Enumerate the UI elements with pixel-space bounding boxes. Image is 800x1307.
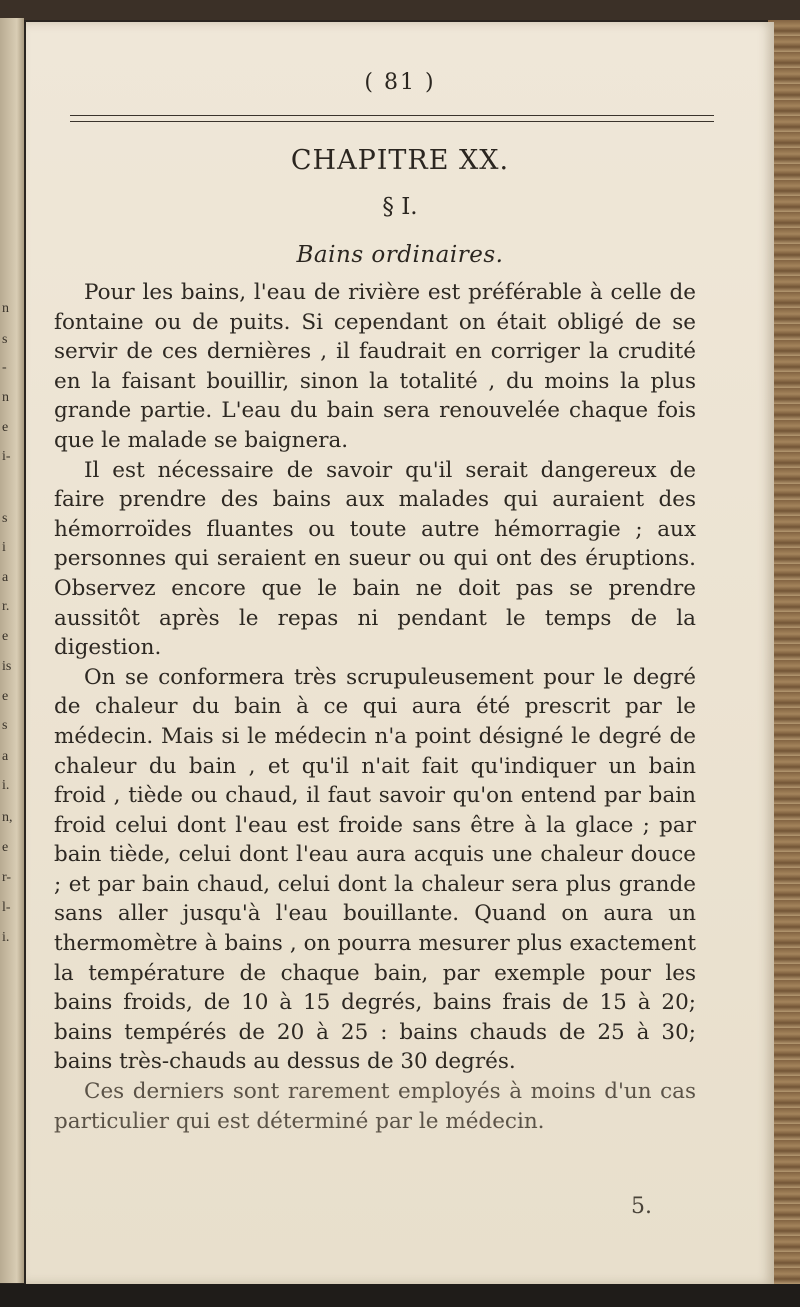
edge-letter: l-	[2, 900, 11, 915]
paragraph: On se conformera très scrupuleusement pour le degré de chaleur du bain à ce qui aura été prescrit par le médecin. Mais si le médecin n'a point désigné le degré de chaleur du bain , et qu'il n'ait fait qu'indiquer un bain froid , tiède ou chaud, il faut savoir qu'on entend par bain froid celui dont l'eau est froide sans être à la glace ; par bain tiède, celui dont l'eau aura acquis une chaleur douce ; et par bain chaud, celui dont la chaleur sera plus grande sans aller jusqu'à l'eau bouillante. Quand on aura un thermomètre à bains , on pourra mesurer plus exactement la température de chaque bain, par exemple pour les bains froids, de 10 à 15 degrés, bains frais de 15 à 20; bains tempérés de 20 à 25 : bains chauds de 25 à 30; bains très-chauds au dessus de 30 degrés.	[54, 664, 696, 1075]
book-top-edge	[0, 0, 800, 20]
body-text	[54, 278, 696, 1136]
edge-letter: e	[2, 420, 9, 435]
edge-letter: i.	[2, 778, 10, 793]
header-rule-thin	[70, 121, 714, 122]
paragraph: Ces derniers sont rarement employés à moins d'un cas particulier qui est déterminé par le médecin.	[54, 1079, 696, 1134]
paragraph: Pour les bains, l'eau de rivière est préférable à celle de fontaine ou de puits. Si cependant on était obligé de se servir de ces dernières , il faudrait en corriger la crudité en la faisant bouillir, sinon la totalité , du moins la plus grande partie. L'eau du bain sera renouvelée chaque fois que le malade se baignera.	[54, 280, 696, 453]
edge-letter: i.	[2, 930, 10, 945]
edge-letter: a	[2, 749, 9, 764]
signature-mark: 5.	[631, 1194, 652, 1219]
facing-page-edge	[0, 18, 24, 1283]
edge-letter: s	[2, 718, 8, 733]
edge-letter: i	[2, 540, 6, 555]
book-bottom-edge	[0, 1284, 800, 1307]
edge-letter: e	[2, 689, 9, 704]
edge-letter: n,	[2, 810, 13, 825]
edge-letter: r-	[2, 870, 12, 885]
chapter-title: CHAPITRE XX.	[290, 145, 510, 176]
paragraph: Il est nécessaire de savoir qu'il serait dangereux de faire prendre des bains aux malades qui auraient des hémorroïdes fluantes ou toute autre hémorragie ; aux personnes qui seraient en sueur ou qui ont des éruptions. Observez encore que le bain ne doit pas se prendre aussitôt après le repas ni pendant le temps de la digestion.	[54, 457, 696, 661]
page-number: ( 81 )	[364, 70, 436, 95]
edge-letter: s	[2, 332, 8, 347]
edge-letter: e	[2, 840, 9, 855]
edge-letter: a	[2, 570, 9, 585]
edge-letter: i-	[2, 449, 11, 464]
section-number: § I.	[382, 194, 418, 220]
edge-letter: -	[2, 360, 7, 375]
edge-letter: n	[2, 301, 9, 316]
edge-letter: s	[2, 511, 8, 526]
book-page	[26, 22, 774, 1284]
header-rule	[70, 115, 714, 116]
edge-letter: e	[2, 629, 9, 644]
edge-letter: r.	[2, 599, 10, 614]
edge-letter: n	[2, 390, 9, 405]
edge-letter: is	[2, 659, 12, 674]
section-subtitle: Bains ordinaires.	[296, 242, 504, 268]
